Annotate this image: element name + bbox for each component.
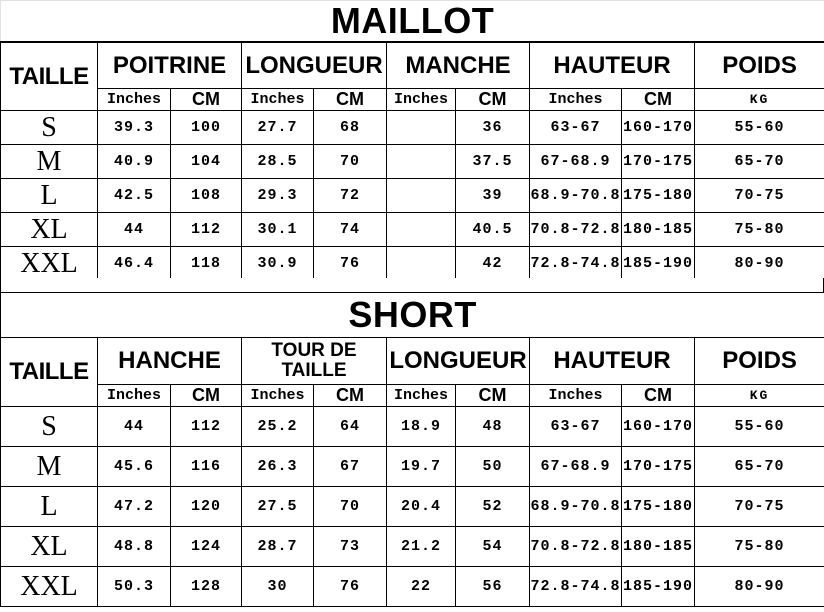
value-cell: 56 — [456, 567, 530, 607]
value-cell: 28.7 — [242, 527, 314, 567]
column-header: POIDS — [695, 42, 824, 89]
value-cell: 67 — [314, 447, 387, 487]
column-header: POIDS — [695, 338, 824, 385]
value-cell: 37.5 — [456, 145, 530, 179]
size-row — [1, 179, 824, 213]
value-cell: 63-67 — [530, 111, 622, 145]
value-cell: 185-190 — [622, 567, 695, 607]
value-cell: 72.8-74.8 — [530, 247, 622, 281]
value-cell: 67-68.9 — [530, 145, 622, 179]
value-cell: 48.8 — [98, 527, 171, 567]
value-cell: 46.4 — [98, 247, 171, 281]
value-cell: 30 — [242, 567, 314, 607]
value-cell: 70-75 — [695, 487, 824, 527]
value-cell: 75-80 — [695, 527, 824, 567]
column-header: TOUR DE TAILLE — [242, 338, 387, 385]
value-cell: 175-180 — [622, 487, 695, 527]
value-cell: 28.5 — [242, 145, 314, 179]
column-header: HAUTEUR — [530, 42, 695, 89]
size-label: L — [1, 487, 98, 527]
unit-header: CM — [171, 89, 242, 111]
value-cell: 128 — [171, 567, 242, 607]
value-cell: 72 — [314, 179, 387, 213]
value-cell: 19.7 — [387, 447, 456, 487]
value-cell: 36 — [456, 111, 530, 145]
unit-header: CM — [456, 89, 530, 111]
value-cell: 26.3 — [242, 447, 314, 487]
size-label: S — [1, 407, 98, 447]
value-cell: 180-185 — [622, 527, 695, 567]
value-cell: 65-70 — [695, 145, 824, 179]
value-cell: 108 — [171, 179, 242, 213]
value-cell: 64 — [314, 407, 387, 447]
value-cell: 68.9-70.8 — [530, 487, 622, 527]
value-cell: 39 — [456, 179, 530, 213]
value-cell: 118 — [171, 247, 242, 281]
unit-header: Inches — [530, 385, 622, 407]
value-cell: 27.7 — [242, 111, 314, 145]
value-cell: 52 — [456, 487, 530, 527]
column-header: LONGUEUR — [242, 42, 387, 89]
value-cell: 20.4 — [387, 487, 456, 527]
value-cell: 70.8-72.8 — [530, 527, 622, 567]
unit-header: CM — [171, 385, 242, 407]
table-title: SHORT — [1, 293, 824, 338]
size-label: XXL — [1, 567, 98, 607]
table-title: MAILLOT — [1, 1, 824, 43]
size-row — [1, 487, 824, 527]
size-label: XXL — [1, 247, 98, 281]
size-row — [1, 567, 824, 607]
value-cell: 30.1 — [242, 213, 314, 247]
value-cell: 160-170 — [622, 407, 695, 447]
value-cell: 25.2 — [242, 407, 314, 447]
unit-header: Inches — [242, 385, 314, 407]
value-cell: 44 — [98, 407, 171, 447]
unit-header: KG — [695, 89, 824, 111]
value-cell: 180-185 — [622, 213, 695, 247]
unit-header: Inches — [387, 385, 456, 407]
value-cell: 80-90 — [695, 567, 824, 607]
size-row — [1, 447, 824, 487]
value-cell: 170-175 — [622, 447, 695, 487]
unit-header: Inches — [530, 89, 622, 111]
value-cell: 68 — [314, 111, 387, 145]
value-cell: 55-60 — [695, 407, 824, 447]
value-cell — [387, 179, 456, 213]
size-column-header: TAILLE — [1, 42, 98, 111]
unit-header: Inches — [387, 89, 456, 111]
value-cell: 42.5 — [98, 179, 171, 213]
column-header: HAUTEUR — [530, 338, 695, 385]
value-cell: 70.8-72.8 — [530, 213, 622, 247]
value-cell: 68.9-70.8 — [530, 179, 622, 213]
value-cell: 39.3 — [98, 111, 171, 145]
value-cell: 50.3 — [98, 567, 171, 607]
size-table-short — [0, 292, 824, 607]
table-gap — [0, 278, 824, 292]
unit-header: Inches — [98, 89, 171, 111]
value-cell: 30.9 — [242, 247, 314, 281]
value-cell: 175-180 — [622, 179, 695, 213]
column-header: LONGUEUR — [387, 338, 530, 385]
unit-header: CM — [314, 89, 387, 111]
value-cell: 100 — [171, 111, 242, 145]
value-cell: 55-60 — [695, 111, 824, 145]
value-cell: 27.5 — [242, 487, 314, 527]
value-cell: 70-75 — [695, 179, 824, 213]
size-row — [1, 247, 824, 281]
unit-header: Inches — [98, 385, 171, 407]
value-cell: 73 — [314, 527, 387, 567]
size-label: M — [1, 447, 98, 487]
size-label: XL — [1, 527, 98, 567]
value-cell — [387, 145, 456, 179]
value-cell: 22 — [387, 567, 456, 607]
size-row — [1, 145, 824, 179]
size-row — [1, 111, 824, 145]
value-cell: 170-175 — [622, 145, 695, 179]
value-cell: 75-80 — [695, 213, 824, 247]
value-cell: 70 — [314, 145, 387, 179]
value-cell: 63-67 — [530, 407, 622, 447]
value-cell: 120 — [171, 487, 242, 527]
value-cell: 50 — [456, 447, 530, 487]
unit-header: CM — [622, 385, 695, 407]
value-cell: 124 — [171, 527, 242, 567]
value-cell: 185-190 — [622, 247, 695, 281]
size-label: M — [1, 145, 98, 179]
value-cell: 80-90 — [695, 247, 824, 281]
value-cell: 74 — [314, 213, 387, 247]
column-header: POITRINE — [98, 42, 242, 89]
value-cell: 160-170 — [622, 111, 695, 145]
value-cell: 76 — [314, 247, 387, 281]
column-header: HANCHE — [98, 338, 242, 385]
unit-header: CM — [622, 89, 695, 111]
value-cell: 72.8-74.8 — [530, 567, 622, 607]
size-label: L — [1, 179, 98, 213]
value-cell: 40.9 — [98, 145, 171, 179]
value-cell: 67-68.9 — [530, 447, 622, 487]
value-cell: 44 — [98, 213, 171, 247]
size-table-maillot — [0, 0, 824, 281]
value-cell: 76 — [314, 567, 387, 607]
size-label: S — [1, 111, 98, 145]
unit-header: CM — [314, 385, 387, 407]
value-cell: 40.5 — [456, 213, 530, 247]
value-cell: 21.2 — [387, 527, 456, 567]
unit-header: CM — [456, 385, 530, 407]
size-column-header: TAILLE — [1, 338, 98, 407]
value-cell: 42 — [456, 247, 530, 281]
value-cell: 29.3 — [242, 179, 314, 213]
value-cell: 47.2 — [98, 487, 171, 527]
unit-header: Inches — [242, 89, 314, 111]
value-cell: 48 — [456, 407, 530, 447]
unit-header: KG — [695, 385, 824, 407]
value-cell: 45.6 — [98, 447, 171, 487]
value-cell: 70 — [314, 487, 387, 527]
value-cell — [387, 247, 456, 281]
size-label: XL — [1, 213, 98, 247]
value-cell: 65-70 — [695, 447, 824, 487]
size-row — [1, 407, 824, 447]
column-header: MANCHE — [387, 42, 530, 89]
value-cell — [387, 213, 456, 247]
value-cell: 116 — [171, 447, 242, 487]
value-cell — [387, 111, 456, 145]
value-cell: 18.9 — [387, 407, 456, 447]
value-cell: 54 — [456, 527, 530, 567]
size-row — [1, 527, 824, 567]
value-cell: 112 — [171, 213, 242, 247]
value-cell: 112 — [171, 407, 242, 447]
size-row — [1, 213, 824, 247]
value-cell: 104 — [171, 145, 242, 179]
